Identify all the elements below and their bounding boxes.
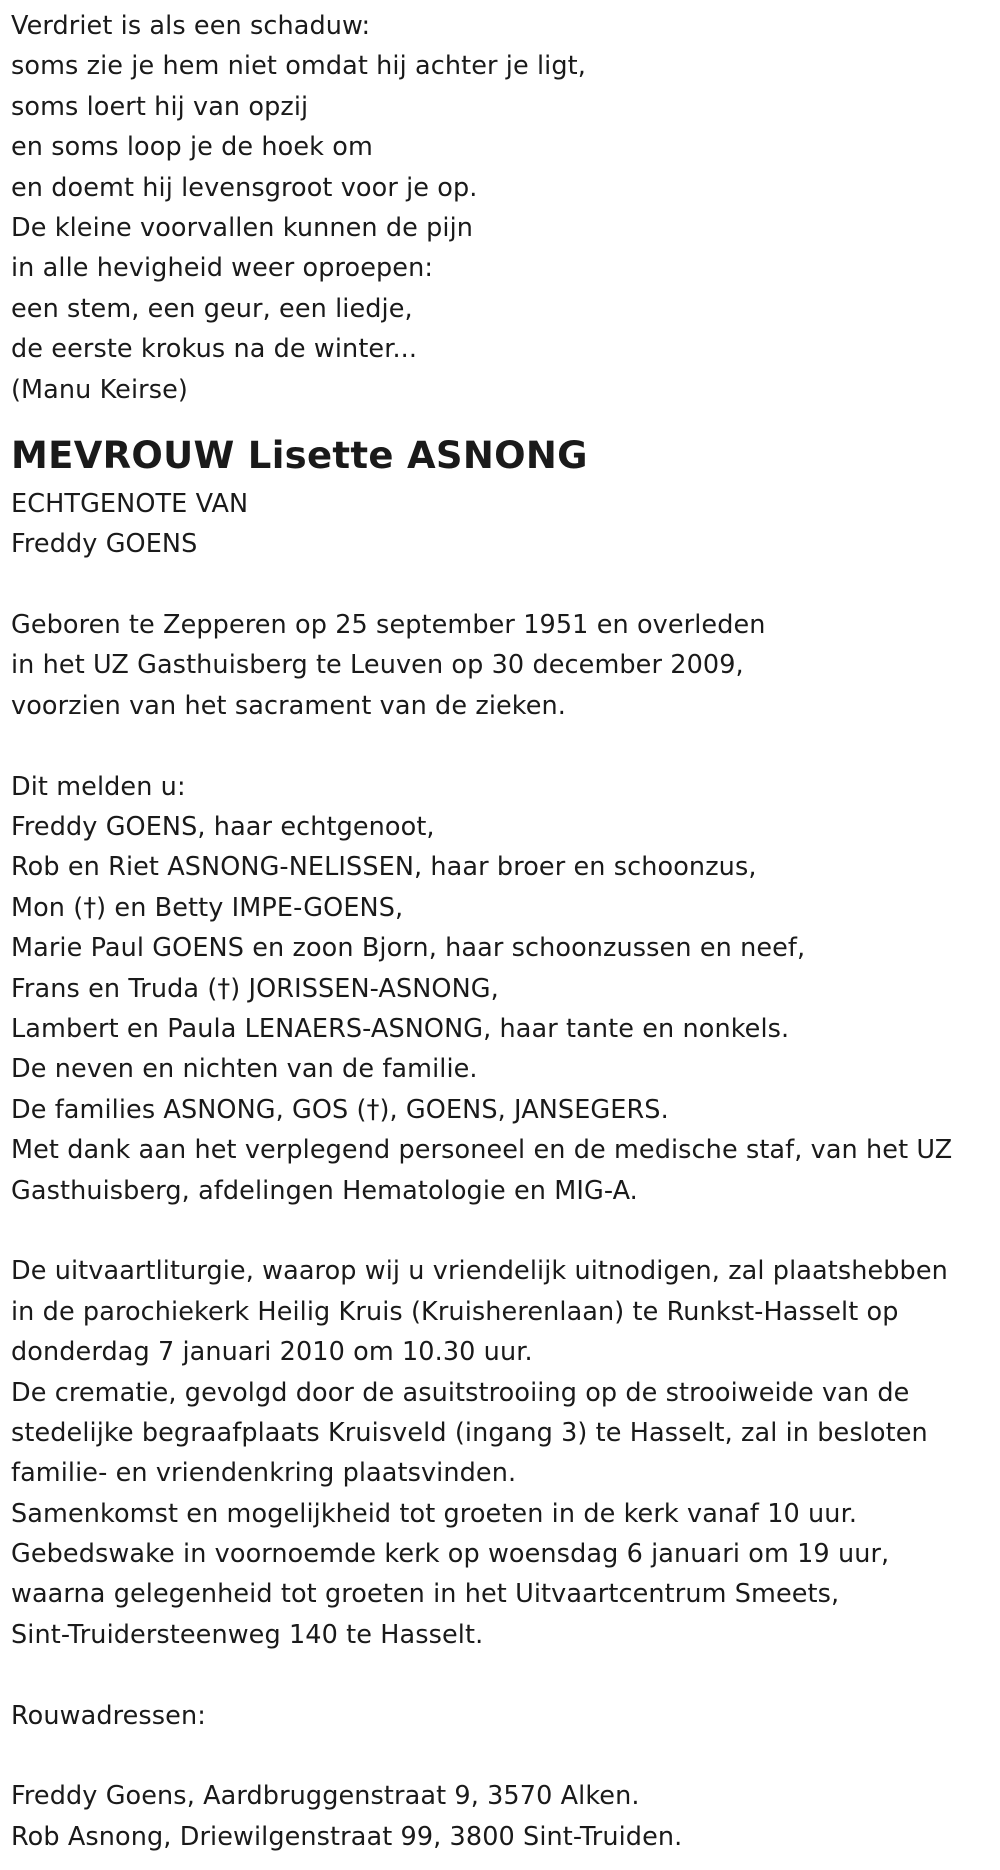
deceased-spouse: Freddy GOENS (11, 529, 198, 560)
poem-line: en doemt hij levensgroot voor je op. (11, 172, 478, 203)
family-line: Lambert en Paula LENAERS-ASNONG, haar tante en nonkels. (11, 1013, 790, 1044)
funeral-line: Gebedswake in voornoemde kerk op woensdag 6 januari om 19 uur, (11, 1539, 890, 1570)
announcement-intro: Dit melden u: (11, 771, 186, 802)
deceased-section (11, 428, 996, 565)
funeral-line: in de parochiekerk Heilig Kruis (Kruisherenlaan) te Runkst-Hasselt op (11, 1296, 899, 1327)
poem-line: Verdriet is als een schaduw: (11, 11, 371, 41)
funeral-line: stedelijke begraafplaats Kruisveld (ingang 3) te Hasselt, zal in besloten (11, 1417, 928, 1448)
poem-line: de eerste krokus na de winter... (11, 334, 418, 365)
obituary-document (11, 6, 996, 1857)
funeral-line: Sint-Truidersteenweg 140 te Hasselt. (11, 1619, 484, 1650)
spacer (11, 410, 996, 428)
family-line: De families ASNONG, GOS (†), GOENS, JANSEGERS. (11, 1094, 669, 1125)
birth-death-section (11, 605, 996, 726)
funeral-section (11, 1251, 996, 1655)
funeral-line: De crematie, gevolgd door de asuitstrooiing op de strooiweide van de (11, 1377, 910, 1408)
thanks-line: Gasthuisberg, afdelingen Hematologie en MIG-A. (11, 1175, 638, 1206)
birth-death-line: in het UZ Gasthuisberg te Leuven op 30 december 2009, (11, 650, 744, 681)
poem-author: (Manu Keirse) (11, 374, 188, 405)
poem-line: een stem, een geur, een liedje, (11, 293, 413, 324)
poem-line: soms loert hij van opzij (11, 91, 309, 122)
thanks-line: Met dank aan het verplegend personeel en de medische staf, van het UZ (11, 1135, 953, 1166)
deceased-relation: ECHTGENOTE VAN (11, 488, 249, 519)
funeral-line: familie- en vriendenkring plaatsvinden. (11, 1458, 517, 1489)
spacer (11, 726, 996, 766)
spacer (11, 565, 996, 605)
family-line: Marie Paul GOENS en zoon Bjorn, haar schoonzussen en neef, (11, 933, 806, 964)
poem-section (11, 6, 996, 410)
announcement-section (11, 767, 996, 1211)
condolence-address: Freddy Goens, Aardbruggenstraat 9, 3570 Alken. (11, 1781, 640, 1812)
spacer (11, 1736, 996, 1776)
condolence-heading: Rouwadressen: (11, 1700, 206, 1731)
family-line: De neven en nichten van de familie. (11, 1054, 478, 1085)
poem-line: in alle hevigheid weer oproepen: (11, 253, 434, 284)
family-line: Rob en Riet ASNONG-NELISSEN, haar broer en schoonzus, (11, 852, 757, 883)
funeral-line: waarna gelegenheid tot groeten in het Uitvaartcentrum Smeets, (11, 1579, 840, 1610)
poem-line: soms zie je hem niet omdat hij achter je ligt, (11, 51, 586, 82)
spacer (11, 1655, 996, 1695)
birth-death-line: Geboren te Zepperen op 25 september 1951 en overleden (11, 610, 766, 641)
poem-line: en soms loop je de hoek om (11, 132, 373, 163)
condolence-address: Rob Asnong, Driewilgenstraat 99, 3800 Sint-Truiden. (11, 1821, 683, 1852)
condolence-section (11, 1696, 996, 1858)
family-line: Freddy GOENS, haar echtgenoot, (11, 812, 435, 843)
family-line: Frans en Truda (†) JORISSEN-ASNONG, (11, 973, 499, 1004)
spacer (11, 1211, 996, 1251)
poem-line: De kleine voorvallen kunnen de pijn (11, 212, 474, 243)
funeral-line: Samenkomst en mogelijkheid tot groeten in de kerk vanaf 10 uur. (11, 1498, 858, 1529)
funeral-line: donderdag 7 januari 2010 om 10.30 uur. (11, 1337, 533, 1368)
family-line: Mon (†) en Betty IMPE-GOENS, (11, 892, 404, 923)
birth-death-line: voorzien van het sacrament van de zieken. (11, 690, 567, 721)
funeral-line: De uitvaartliturgie, waarop wij u vriendelijk uitnodigen, zal plaatshebben (11, 1256, 948, 1287)
deceased-name: MEVROUW Lisette ASNONG (11, 433, 588, 477)
